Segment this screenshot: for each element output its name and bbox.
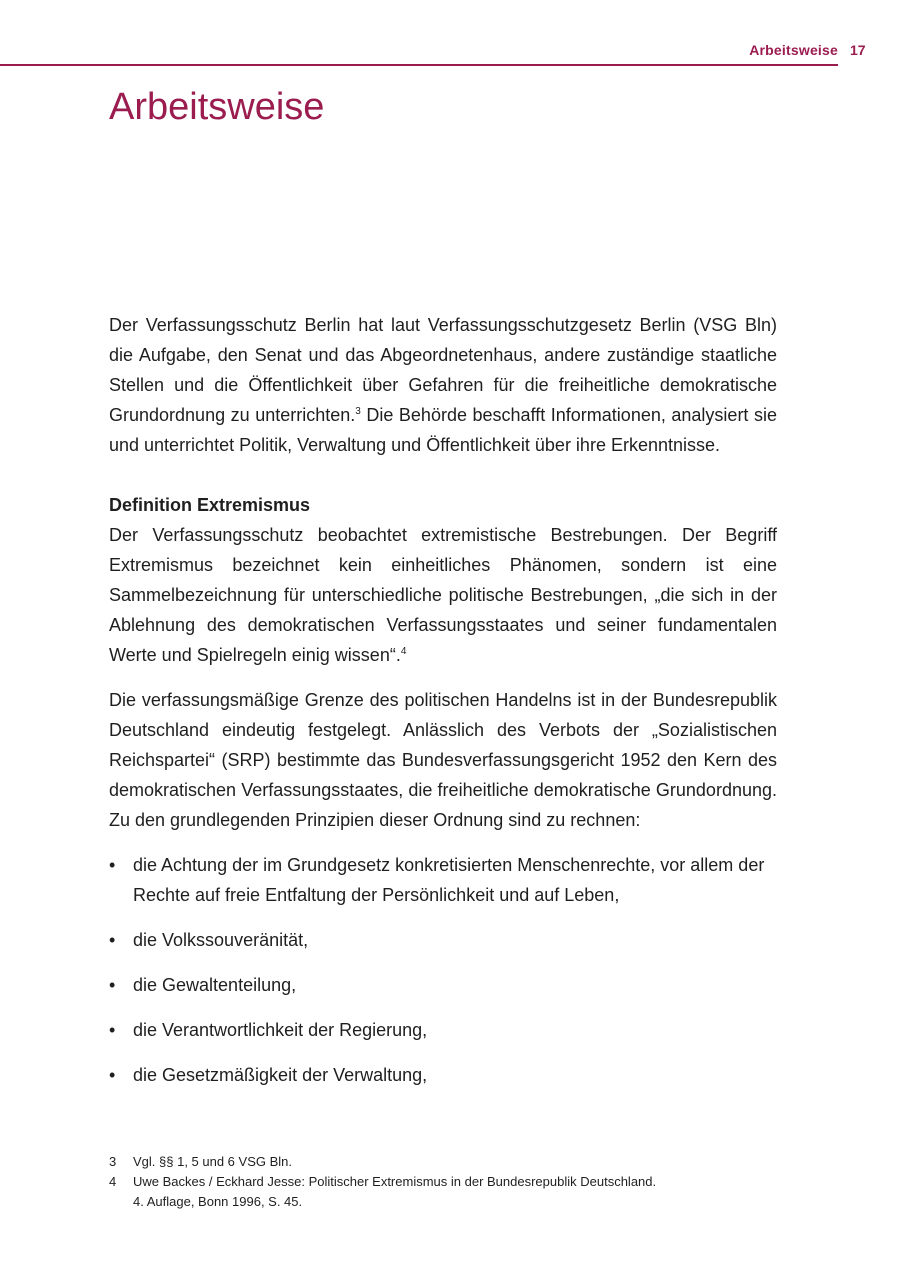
bullet-icon: • [109, 930, 116, 950]
bullet-icon: • [109, 855, 116, 875]
footnote-text: Uwe Backes / Eckhard Jesse: Politischer Extremismus in der Bundesrepublik Deutschland. [133, 1174, 657, 1189]
principles-list [109, 850, 777, 1090]
list-item [109, 925, 777, 955]
list-item-text: die Achtung der im Grundgesetz konkretisierten Menschenrechte, vor allem der Rechte auf freie Entfaltung der Persönlichkeit und auf Leben, [133, 855, 765, 905]
footnote-ref-4[interactable]: 4 [400, 646, 407, 657]
intro-paragraph [109, 310, 777, 460]
definition-paragraph [109, 520, 777, 670]
list-item [109, 1060, 777, 1090]
intro-text-after: Die Behörde beschafft Informationen, analysiert sie und unterrichtet Politik, Verwaltung und Öffentlichkeit über ihre Erkenntnisse. [109, 405, 777, 455]
running-header [0, 40, 838, 66]
bullet-icon: • [109, 975, 116, 995]
footnote-4 [109, 1172, 789, 1212]
footnote-number: 4 [109, 1174, 117, 1189]
list-item-text: die Gesetzmäßigkeit der Verwaltung, [133, 1065, 428, 1085]
list-item [109, 850, 777, 910]
page-title: Arbeitsweise [109, 86, 325, 128]
bullet-icon: • [109, 1020, 116, 1040]
running-title: Arbeitsweise [749, 42, 838, 58]
definition-text: Der Verfassungsschutz beobachtet extremistische Bestrebungen. Der Begriff Extremismus bezeichnet kein einheitliches Phänomen, sondern ist eine Sammelbezeichnung für unterschiedliche politische Bestrebungen, „die sich in der Ablehnung des demokratischen Verfassungsstaates und seiner fundamentalen Werte und Spielregeln einig wissen“. [109, 525, 777, 665]
list-item-text: die Gewaltenteilung, [133, 975, 297, 995]
list-item [109, 1015, 777, 1045]
page-number: 17 [850, 42, 866, 58]
section-heading: Definition Extremismus [109, 495, 311, 515]
list-item [109, 970, 777, 1000]
footnote-3 [109, 1152, 789, 1172]
main-content [109, 310, 777, 1105]
bullet-icon: • [109, 1065, 116, 1085]
footnote-number: 3 [109, 1154, 117, 1169]
list-item-text: die Verantwortlichkeit der Regierung, [133, 1020, 428, 1040]
constitution-paragraph: Die verfassungsmäßige Grenze des politischen Handelns ist in der Bundesrepublik Deutschland eindeutig festgelegt. Anlässlich des Verbots der „Sozialistischen Reichspartei“ (SRP) bestimmte das Bundesverfassungsgericht 1952 den Kern des demokratischen Verfassungsstaates, die freiheitliche demokratische Grundordnung. Zu den grundlegenden Prinzipien dieser Ordnung sind zu rechnen: [109, 690, 777, 830]
footnote-text: Vgl. §§ 1, 5 und 6 VSG Bln. [133, 1154, 292, 1169]
footnotes [109, 1152, 789, 1212]
intro-text: Der Verfassungsschutz Berlin hat laut Verfassungsschutzgesetz Berlin (VSG Bln) die Aufgabe, den Senat und das Abgeordnetenhaus, andere zuständige staatliche Stellen und die Öffentlichkeit über Gefahren für die freiheitliche demokratische Grundordnung zu unterrichten. [109, 315, 777, 425]
footnote-ref-3[interactable]: 3 [355, 406, 361, 417]
list-item-text: die Volkssouveränität, [133, 930, 309, 950]
footnote-text-line2: 4. Auflage, Bonn 1996, S. 45. [133, 1194, 303, 1209]
